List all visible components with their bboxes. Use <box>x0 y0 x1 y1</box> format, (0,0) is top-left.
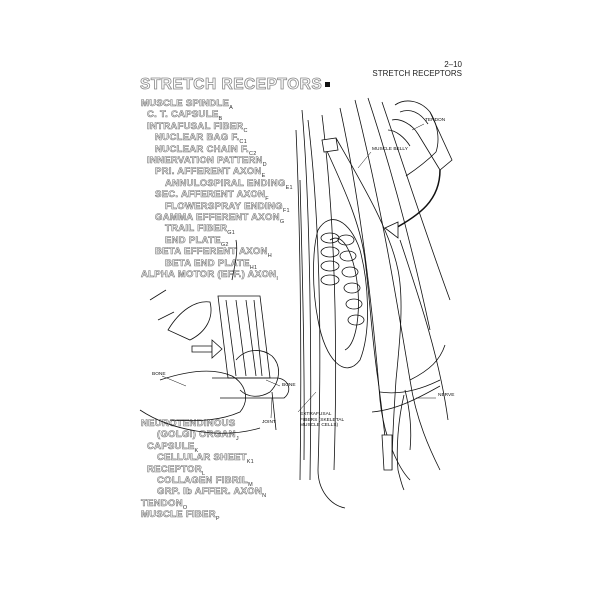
term-letter: G2 <box>220 241 229 248</box>
arrow-curve <box>392 170 440 230</box>
term-letter: E <box>261 173 266 180</box>
term-text: C. T. CAPSULE <box>147 109 219 121</box>
term-text: ALPHA MOTOR (EFF.) AXON <box>141 269 277 280</box>
golgi-organ-drawing <box>192 240 289 398</box>
term-letter: L <box>202 470 206 477</box>
page-subtitle: STRETCH RECEPTORS <box>372 69 462 78</box>
term-text: CAPSULE <box>147 440 195 452</box>
term-text: NUCLEAR BAG F. <box>155 132 240 144</box>
term-letter: N <box>262 493 267 500</box>
term-letter: A <box>229 104 234 111</box>
term-letter: O <box>182 504 188 511</box>
label-bone-left: BONE <box>152 372 166 377</box>
term-letter: P <box>215 516 220 523</box>
term-letter: I <box>276 275 279 282</box>
label-nerve: NERVE <box>438 393 455 398</box>
term-text: COLLAGEN FIBRIL <box>157 475 249 486</box>
term-text: (GOLGI) ORGAN <box>157 429 236 441</box>
term-letter: D <box>262 161 267 168</box>
term-text: END PLATE <box>165 234 221 246</box>
label-leader-lines <box>162 124 436 418</box>
term-letter: E1 <box>285 184 293 191</box>
term-text: FLOWERSPRAY ENDING <box>165 200 283 212</box>
term-text: BETA EFFERENT AXON <box>155 246 268 258</box>
term-letter: J <box>235 436 239 443</box>
term-text: NEUROTENDINOUS <box>141 418 236 429</box>
term-text: GAMMA EFFERENT AXON <box>155 212 280 223</box>
term-text: CELLULAR SHEET <box>157 452 247 464</box>
term-letter: K1 <box>246 459 255 466</box>
term-letter: C2 <box>249 150 257 157</box>
term-text: GRP. Ib AFFER. AXON <box>157 486 263 498</box>
term-letter: G1 <box>227 230 236 237</box>
hand-drawing <box>388 101 452 176</box>
term-text: NUCLEAR CHAIN F. <box>155 143 249 155</box>
term-letter: C <box>243 127 248 134</box>
label-bone-right: BONE <box>282 383 296 388</box>
label-tendon: TENDON <box>425 118 446 123</box>
label-joint: JOINT <box>262 420 276 425</box>
term-text: MUSCLE FIBER <box>141 509 216 521</box>
label-extrafusal: EXTRAFUSAL FIBERS (SKELETAL MUSCLE CELLS) <box>300 412 345 429</box>
page-number: 2–10 <box>444 60 462 69</box>
term-letter: B <box>218 116 223 123</box>
term-letter: F <box>265 196 269 203</box>
term-letter: H <box>267 253 272 260</box>
term-letter: C1 <box>239 139 248 146</box>
term-text: SEC. AFFERENT AXON <box>155 189 266 201</box>
knee-joint <box>140 290 279 433</box>
annulospiral-coils <box>321 233 364 325</box>
term-text: TRAIL FIBER <box>165 223 228 235</box>
term-letter: M <box>248 481 253 488</box>
term-text: PRI. AFFERENT AXON <box>155 166 262 178</box>
term-text: ANNULOSPIRAL ENDING <box>165 177 286 189</box>
term-text: BETA END PLATE <box>165 257 250 269</box>
term-letter: G <box>279 218 285 225</box>
term-text: RECEPTOR <box>147 463 203 475</box>
term-text: TENDON <box>141 497 183 509</box>
term-letter: F1 <box>282 207 290 214</box>
term-letter: K <box>194 447 199 454</box>
term-text: MUSCLE SPINDLE <box>141 98 230 109</box>
label-muscle-belly: MUSCLE BELLY <box>372 147 408 152</box>
title-text: STRETCH RECEPTORS <box>140 76 323 93</box>
term-letter: H1 <box>249 264 258 271</box>
term-text: INTRAFUSAL FIBER <box>147 120 244 132</box>
term-text: INNERVATION PATTERN <box>147 155 263 166</box>
